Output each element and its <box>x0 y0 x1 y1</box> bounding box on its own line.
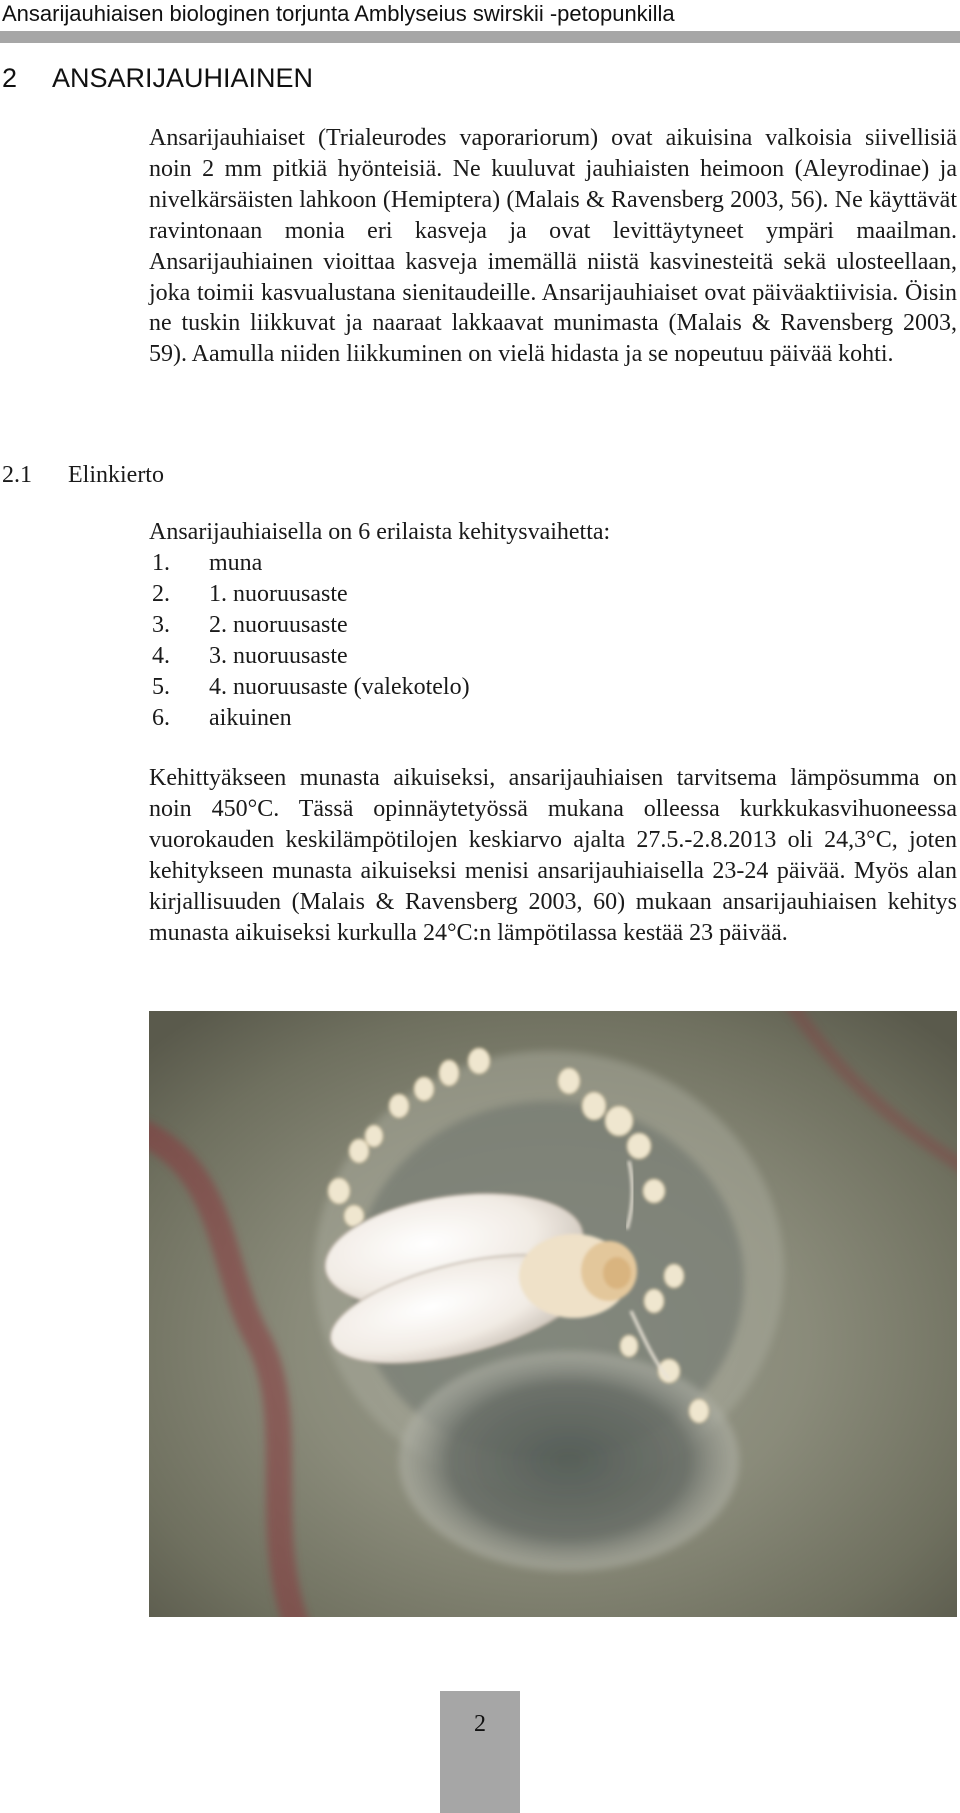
header-rule <box>0 31 960 43</box>
list-item <box>152 579 470 610</box>
subsection-heading <box>2 459 164 491</box>
list-item-label: muna <box>209 550 263 576</box>
subsection-title: Elinkierto <box>68 462 164 488</box>
section-title: ANSARIJAUHIAINEN <box>52 63 314 93</box>
whitefly-photo <box>149 1011 957 1617</box>
list-item-label: 1. nuoruusaste <box>209 581 348 607</box>
list-item-number: 1. <box>152 550 170 576</box>
list-item <box>152 641 470 672</box>
list-item-label: 2. nuoruusaste <box>209 612 348 638</box>
list-item-number: 2. <box>152 581 170 607</box>
page-number-box <box>440 1691 520 1813</box>
list-item <box>152 610 470 641</box>
subsection-number: 2.1 <box>2 462 32 488</box>
list-item-label: 4. nuoruusaste (valekotelo) <box>209 674 470 700</box>
list-item-number: 6. <box>152 705 170 731</box>
development-paragraph: Kehittyäkseen munasta aikuiseksi, ansarijauhiaisen tarvitsema lämpösumma on noin 450°C. Tässä opinnäytetyössä mukana olleessa kurkkukasvihuoneessa vuorokauden keskilämpötilojen keskiarvo ajalta 27.5.-2.8.2013 oli 24,3°C, joten kehitykseen munasta aikuiseksi menisi ansarijauhiaisella 23-24 päivää. Myös alan kirjallisuuden (Malais & Ravensberg 2003, 60) mukaan ansarijauhiaisen kehitys munasta aikuiseksi kurkulla 24°C:n lämpötilassa kestää 23 päivää. <box>149 765 957 946</box>
list-item-label: aikuinen <box>209 705 292 731</box>
intro-paragraph: Ansarijauhiaiset (Trialeurodes vaporariorum) ovat aikuisina valkoisia siivellisiä noin 2 mm pitkiä hyönteisiä. Ne kuuluvat jauhiaisten heimoon (Aleyrodinae) ja nivelkärsäisten lahkoon (Hemiptera) (Malais & Ravensberg 2003, 56). Ne käyttävät ravintonaan monia eri kasveja ja ovat levittäytyneet ympäri maailman. Ansarijauhiainen vioittaa kasveja imemällä niistä kasvinesteitä sekä ulosteellaan, joka toimii kasvualustana sienitaudeille. Ansarijauhiaiset ovat päiväaktiivisia. Öisin ne tuskin liikkuvat ja naaraat lakkaavat munimasta (Malais & Ravensberg 2003, 59). Aamulla niiden liikkuminen on vielä hidasta ja se nopeutuu päivää kohti. <box>149 125 957 368</box>
section-heading <box>2 60 313 96</box>
running-header: Ansarijauhiaisen biologinen torjunta Amblyseius swirskii -petopunkilla <box>2 1 675 26</box>
list-item-number: 4. <box>152 643 170 669</box>
stages-list <box>152 548 470 734</box>
section-number: 2 <box>2 63 18 93</box>
list-item <box>152 703 470 734</box>
list-item-number: 3. <box>152 612 170 638</box>
list-item <box>152 672 470 703</box>
list-item-number: 5. <box>152 674 170 700</box>
list-item-label: 3. nuoruusaste <box>209 643 348 669</box>
list-item <box>152 548 470 579</box>
page-number: 2 <box>474 1711 486 1737</box>
stages-lead: Ansarijauhiaisella on 6 erilaista kehitysvaihetta: <box>149 519 611 545</box>
